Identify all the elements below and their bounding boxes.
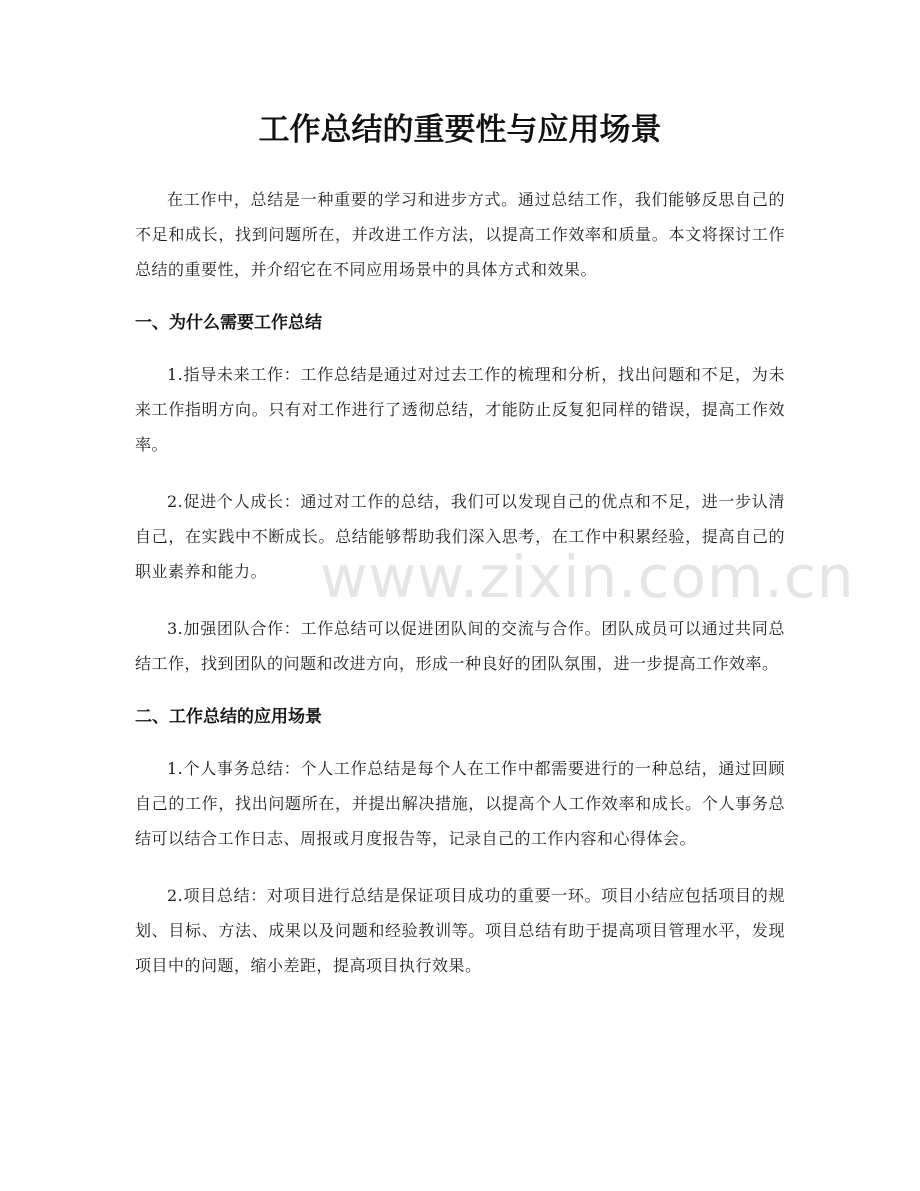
section-heading-1: 一、为什么需要工作总结: [135, 313, 322, 333]
section-2-paragraph-2: 2.项目总结：对项目进行总结是保证项目成功的重要一环。项目小结应包括项目的规划、目标、方法、成果以及问题和经验教训等。项目总结有助于提高项目管理水平，发现项目中的问题，缩小差距，提高项目执行效果。: [135, 886, 785, 975]
document-title: 工作总结的重要性与应用场景: [258, 112, 662, 148]
section-1-paragraph-3: 3.加强团队合作：工作总结可以促进团队间的交流与合作。团队成员可以通过共同总结工作，找到团队的问题和改进方向，形成一种良好的团队氛围，进一步提高工作效率。: [135, 619, 785, 673]
section-1-paragraph-2: 2.促进个人成长：通过对工作的总结，我们可以发现自己的优点和不足，进一步认清自己，在实践中不断成长。总结能够帮助我们深入思考，在工作中积累经验，提高自己的职业素养和能力。: [135, 492, 785, 581]
section-2-paragraph-1: 1.个人事务总结：个人工作总结是每个人在工作中都需要进行的一种总结，通过回顾自己的工作，找出问题所在，并提出解决措施，以提高个人工作效率和成长。个人事务总结可以结合工作日志、周报或月度报告等，记录自己的工作内容和心得体会。: [135, 759, 785, 848]
intro-paragraph: 在工作中，总结是一种重要的学习和进步方式。通过总结工作，我们能够反思自己的不足和成长，找到问题所在，并改进工作方法，以提高工作效率和质量。本文将探讨工作总结的重要性，并介绍它在不同应用场景中的具体方式和效果。: [135, 190, 785, 279]
section-1-paragraph-1: 1.指导未来工作：工作总结是通过对过去工作的梳理和分析，找出问题和不足，为未来工作指明方向。只有对工作进行了透彻总结，才能防止反复犯同样的错误，提高工作效率。: [135, 365, 785, 454]
watermark: www.zixin.com.cn: [320, 543, 855, 611]
document-body: [135, 182, 785, 1005]
section-heading-2: 二、工作总结的应用场景: [135, 707, 322, 727]
